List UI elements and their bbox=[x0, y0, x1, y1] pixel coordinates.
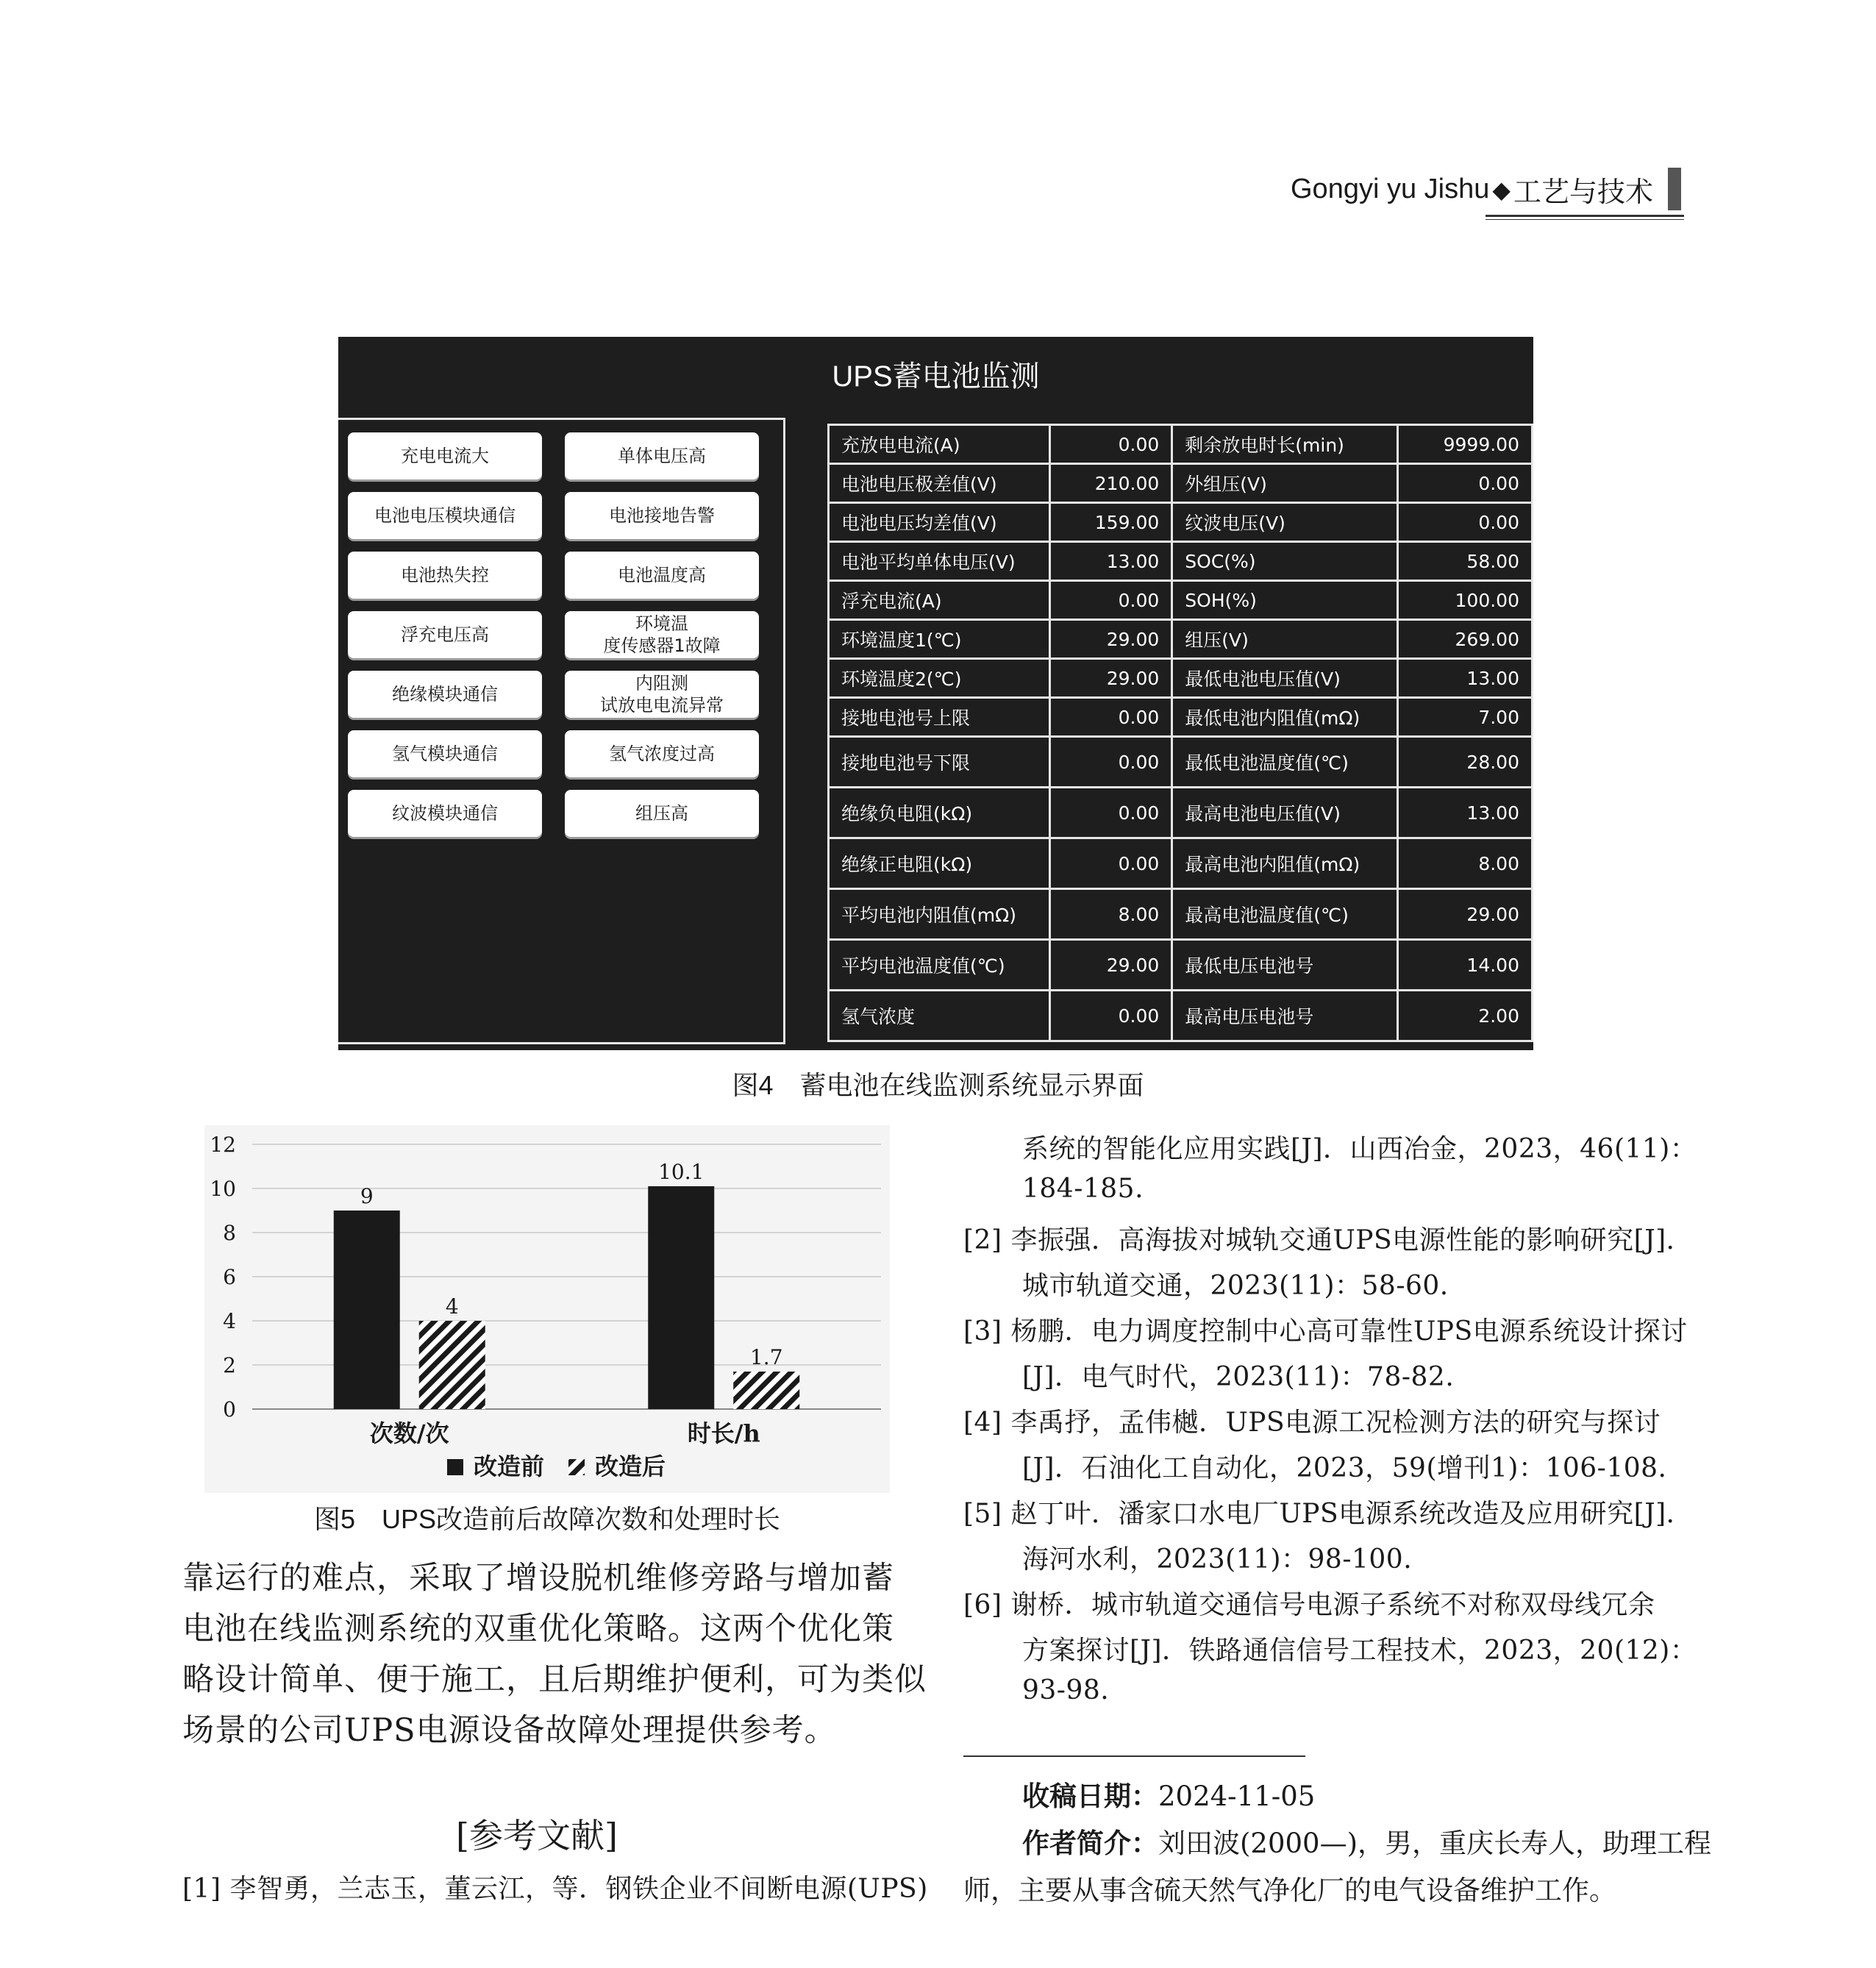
figure4-caption: 图4 蓄电池在线监测系统显示界面 bbox=[732, 1070, 1144, 1100]
bar bbox=[419, 1321, 485, 1409]
author-info-cont: 师，主要从事含硫天然气净化厂的电气设备维护工作。 bbox=[963, 1875, 1616, 1906]
data-label: 4 bbox=[445, 1294, 459, 1319]
param-value: 28.00 bbox=[1397, 737, 1532, 788]
footnote-rule bbox=[963, 1755, 1305, 1757]
received-value: 2024-11-05 bbox=[1158, 1780, 1316, 1812]
param-label: 最低电压电池号 bbox=[1172, 940, 1398, 991]
table-row bbox=[829, 620, 1533, 659]
param-label: 平均电池内阻值(mΩ) bbox=[829, 889, 1050, 940]
param-value: 29.00 bbox=[1397, 889, 1532, 940]
param-value: 9999.00 bbox=[1397, 425, 1532, 464]
param-label: 环境温度1(℃) bbox=[829, 620, 1050, 659]
param-value: 0.00 bbox=[1050, 838, 1172, 889]
reference-line: [J]．石油化工自动化，2023，59(增刊1)：106-108. bbox=[1022, 1453, 1667, 1483]
param-label: 充放电电流(A) bbox=[829, 425, 1050, 464]
param-value: 29.00 bbox=[1050, 659, 1172, 698]
y-tick-label: 0 bbox=[223, 1397, 236, 1422]
legend-label: 改造前 bbox=[474, 1452, 545, 1480]
alarm-indicator[interactable]: 氢气模块通信 bbox=[348, 730, 542, 777]
references-heading: [参考文献] bbox=[456, 1816, 618, 1855]
header-rule bbox=[1486, 219, 1684, 220]
reference-line: 城市轨道交通，2023(11)：58-60. bbox=[1022, 1271, 1449, 1301]
reference-line: [3] 杨鹏．电力调度控制中心高可靠性UPS电源系统设计探讨 bbox=[963, 1316, 1688, 1347]
legend-swatch bbox=[568, 1459, 585, 1475]
param-value: 58.00 bbox=[1397, 542, 1532, 581]
param-label: 接地电池号上限 bbox=[829, 698, 1050, 737]
param-label: 平均电池温度值(℃) bbox=[829, 940, 1050, 991]
reference-line: 海河水利，2023(11)：98-100. bbox=[1022, 1544, 1413, 1575]
param-label: 组压(V) bbox=[1172, 620, 1398, 659]
param-label: 接地电池号下限 bbox=[829, 737, 1050, 788]
param-label: 绝缘正电阻(kΩ) bbox=[829, 838, 1050, 889]
param-value: 0.00 bbox=[1050, 581, 1172, 620]
header-rule bbox=[1486, 215, 1684, 217]
param-label: 最低电池温度值(℃) bbox=[1172, 737, 1398, 788]
table-row bbox=[829, 698, 1533, 737]
figure5-caption: 图5 UPS改造前后故障次数和处理时长 bbox=[313, 1504, 781, 1534]
alarm-indicator[interactable]: 电池热失控 bbox=[348, 552, 542, 599]
param-label: 电池平均单体电压(V) bbox=[829, 542, 1050, 581]
header-bar bbox=[1668, 168, 1681, 210]
screen-title: UPS蓄电池监测 bbox=[832, 360, 1040, 393]
param-label: 外组压(V) bbox=[1172, 464, 1398, 503]
param-label: 最低电池内阻值(mΩ) bbox=[1172, 698, 1398, 737]
bar bbox=[648, 1186, 714, 1409]
body-line: 略设计简单、便于施工，且后期维护便利，可为类似 bbox=[182, 1661, 927, 1698]
bar bbox=[334, 1211, 400, 1409]
table-row bbox=[829, 838, 1533, 889]
param-value: 0.00 bbox=[1050, 737, 1172, 788]
table-row bbox=[829, 940, 1533, 991]
category-label: 次数/次 bbox=[369, 1419, 449, 1447]
param-label: 最高电压电池号 bbox=[1172, 991, 1398, 1041]
legend-label: 改造后 bbox=[595, 1452, 666, 1480]
alarm-indicator[interactable]: 浮充电压高 bbox=[348, 611, 542, 658]
table-row bbox=[829, 889, 1533, 940]
param-value: 210.00 bbox=[1050, 464, 1172, 503]
param-value: 159.00 bbox=[1050, 503, 1172, 542]
reference-line: [2] 李振强．高海拔对城轨交通UPS电源性能的影响研究[J]． bbox=[963, 1225, 1694, 1255]
param-value: 13.00 bbox=[1050, 542, 1172, 581]
received-label: 收稿日期： bbox=[1022, 1781, 1158, 1811]
table-row bbox=[829, 788, 1533, 838]
param-value: 0.00 bbox=[1397, 464, 1532, 503]
table-row bbox=[829, 659, 1533, 698]
journal-name-latin: Gongyi yu Jishu bbox=[1291, 174, 1490, 204]
alarm-indicator[interactable]: 电池温度高 bbox=[565, 552, 759, 599]
author-value: 刘田波(2000—)，男，重庆长寿人，助理工程 bbox=[1158, 1828, 1712, 1859]
param-value: 13.00 bbox=[1397, 788, 1532, 838]
category-label: 时长/h bbox=[687, 1419, 760, 1447]
param-value: 8.00 bbox=[1050, 889, 1172, 940]
author-info bbox=[1022, 1821, 1711, 1861]
data-label: 1.7 bbox=[749, 1345, 783, 1369]
param-value: 100.00 bbox=[1397, 581, 1532, 620]
alarm-indicator[interactable]: 电池接地告警 bbox=[565, 492, 759, 539]
alarm-indicator[interactable]: 纹波模块通信 bbox=[348, 790, 542, 837]
param-value: 0.00 bbox=[1050, 425, 1172, 464]
table-row bbox=[829, 425, 1533, 464]
param-value: 269.00 bbox=[1397, 620, 1532, 659]
body-line: 电池在线监测系统的双重优化策略。这两个优化策 bbox=[182, 1611, 894, 1647]
reference-line: 系统的智能化应用实践[J]．山西冶金，2023，46(11)： bbox=[1022, 1134, 1697, 1164]
alarm-indicator[interactable]: 环境温 度传感器1故障 bbox=[565, 611, 759, 658]
param-label: 最低电池电压值(V) bbox=[1172, 659, 1398, 698]
table-row bbox=[829, 737, 1533, 788]
y-tick-label: 2 bbox=[223, 1353, 236, 1377]
reference-line: [1] 李智勇，兰志玉，董云江，等．钢铁企业不间断电源(UPS) bbox=[182, 1874, 928, 1904]
alarm-indicator[interactable]: 绝缘模块通信 bbox=[348, 671, 542, 718]
param-label: 最高电池内阻值(mΩ) bbox=[1172, 838, 1398, 889]
table-row bbox=[829, 581, 1533, 620]
table-row bbox=[829, 464, 1533, 503]
author-label: 作者简介： bbox=[1022, 1828, 1158, 1858]
received-date bbox=[1022, 1774, 1315, 1814]
param-value: 29.00 bbox=[1050, 620, 1172, 659]
param-label: 纹波电压(V) bbox=[1172, 503, 1398, 542]
battery-data-table bbox=[827, 424, 1533, 1042]
param-label: SOC(%) bbox=[1172, 542, 1398, 581]
param-value: 2.00 bbox=[1397, 991, 1532, 1041]
alarm-indicator[interactable]: 氢气浓度过高 bbox=[565, 730, 759, 777]
alarm-indicator[interactable]: 充电电流大 bbox=[348, 432, 542, 479]
body-line: 靠运行的难点，采取了增设脱机维修旁路与增加蓄 bbox=[182, 1560, 894, 1597]
y-tick-label: 8 bbox=[223, 1221, 236, 1245]
alarm-indicator[interactable]: 电池电压模块通信 bbox=[348, 492, 542, 539]
param-value: 29.00 bbox=[1050, 940, 1172, 991]
diamond-icon: ◆ bbox=[1492, 176, 1511, 203]
y-tick-label: 6 bbox=[223, 1265, 236, 1289]
table-row bbox=[829, 542, 1533, 581]
param-value: 8.00 bbox=[1397, 838, 1532, 889]
param-value: 13.00 bbox=[1397, 659, 1532, 698]
param-value: 7.00 bbox=[1397, 698, 1532, 737]
param-value: 0.00 bbox=[1050, 788, 1172, 838]
y-tick-label: 12 bbox=[210, 1133, 236, 1157]
chart-background bbox=[204, 1125, 890, 1493]
table-row bbox=[829, 991, 1533, 1041]
param-label: 电池电压均差值(V) bbox=[829, 503, 1050, 542]
ups-monitor-screen bbox=[338, 337, 1533, 1050]
alarm-indicator[interactable]: 内阻测 试放电电流异常 bbox=[565, 671, 759, 718]
param-value: 0.00 bbox=[1050, 991, 1172, 1041]
body-line: 场景的公司UPS电源设备故障处理提供参考。 bbox=[182, 1712, 837, 1749]
param-label: SOH(%) bbox=[1172, 581, 1398, 620]
param-label: 绝缘负电阻(kΩ) bbox=[829, 788, 1050, 838]
reference-line: [4] 李禹抒，孟伟樾．UPS电源工况检测方法的研究与探讨 bbox=[963, 1408, 1661, 1438]
alarm-indicator[interactable]: 组压高 bbox=[565, 790, 759, 837]
reference-line: [J]．电气时代，2023(11)：78-82. bbox=[1022, 1362, 1455, 1392]
y-tick-label: 4 bbox=[223, 1309, 236, 1333]
param-label: 环境温度2(℃) bbox=[829, 659, 1050, 698]
running-header bbox=[1291, 169, 1653, 210]
table-row bbox=[829, 503, 1533, 542]
param-label: 电池电压极差值(V) bbox=[829, 464, 1050, 503]
section-name: 工艺与技术 bbox=[1513, 177, 1653, 208]
data-label: 9 bbox=[360, 1184, 374, 1208]
param-label: 最高电池电压值(V) bbox=[1172, 788, 1398, 838]
param-value: 14.00 bbox=[1397, 940, 1532, 991]
y-tick-label: 10 bbox=[210, 1177, 236, 1201]
data-label: 10.1 bbox=[658, 1160, 705, 1184]
param-label: 氢气浓度 bbox=[829, 991, 1050, 1041]
reference-line: 93-98. bbox=[1022, 1675, 1110, 1705]
reference-line: 184-185. bbox=[1022, 1174, 1144, 1204]
legend-swatch bbox=[447, 1459, 463, 1475]
param-value: 0.00 bbox=[1050, 698, 1172, 737]
param-label: 浮充电流(A) bbox=[829, 581, 1050, 620]
param-value: 0.00 bbox=[1397, 503, 1532, 542]
bar bbox=[733, 1372, 799, 1409]
reference-line: [6] 谢桥．城市轨道交通信号电源子系统不对称双母线冗余 bbox=[963, 1590, 1655, 1620]
reference-line: [5] 赵丁叶．潘家口水电厂UPS电源系统改造及应用研究[J]． bbox=[963, 1499, 1694, 1529]
param-label: 最高电池温度值(℃) bbox=[1172, 889, 1398, 940]
param-label: 剩余放电时长(min) bbox=[1172, 425, 1398, 464]
reference-line: 方案探讨[J]．铁路通信信号工程技术，2023，20(12)： bbox=[1022, 1636, 1697, 1666]
alarm-indicator[interactable]: 单体电压高 bbox=[565, 432, 759, 479]
fault-bar-chart bbox=[204, 1125, 890, 1493]
